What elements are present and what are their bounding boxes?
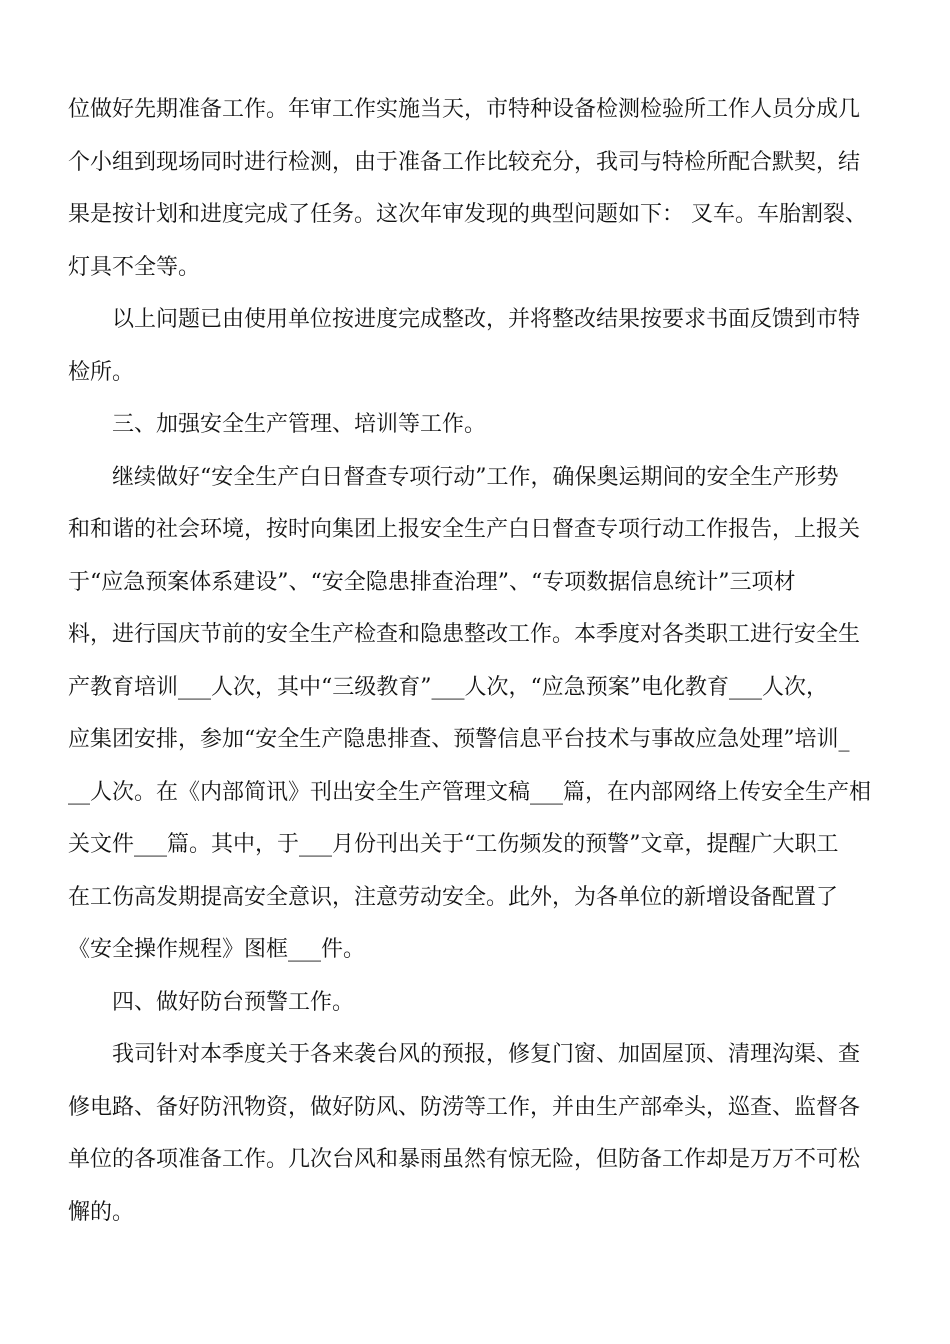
text-line: 果是按计划和进度完成了任务。这次年审发现的典型问题如下： 叉车。车胎割裂、 bbox=[68, 202, 867, 227]
text-line: 修电路、备好防汛物资，做好防风、防涝等工作，并由生产部牵头，巡查、监督各 bbox=[68, 1094, 861, 1120]
paragraph bbox=[68, 88, 886, 298]
text-line: 继续做好“安全生产白日督查专项行动”工作，确保奥运期间的安全生产形势 bbox=[68, 464, 839, 490]
paragraph bbox=[68, 1033, 886, 1243]
text-line: 产教育培训___人次，其中“三级教育”___人次，“应急预案”电化教育___人次， bbox=[68, 674, 828, 700]
text-line: 料，进行国庆节前的安全生产检查和隐患整改工作。本季度对各类职工进行安全生 bbox=[68, 622, 861, 647]
text-line: 灯具不全等。 bbox=[68, 254, 201, 280]
text-line: __人次。在《内部简讯》刊出安全生产管理文稿___篇，在内部网络上传安全生产相 bbox=[68, 779, 872, 805]
text-line: 应集团安排，参加“安全生产隐患排查、预警信息平台技术与事故应急处理”培训_ bbox=[68, 727, 850, 752]
text-line: 《安全操作规程》图框___件。 bbox=[68, 937, 366, 962]
text-line: 关文件___篇。其中，于___月份刊出关于“工伤频发的预警”文章，提醒广大职工 bbox=[68, 832, 839, 857]
text-line: 以上问题已由使用单位按进度完成整改，并将整改结果按要求书面反馈到市特 bbox=[68, 307, 861, 332]
text-line: 四、做好防台预警工作。 bbox=[68, 989, 355, 1015]
text-line: 三、加强安全生产管理、培训等工作。 bbox=[68, 412, 487, 437]
paragraph bbox=[68, 298, 886, 403]
text-line: 检所。 bbox=[68, 359, 135, 385]
text-line: 个小组到现场同时进行检测，由于准备工作比较充分，我司与特检所配合默契，结 bbox=[68, 149, 861, 175]
text-line: 于“应急预案体系建设”、“安全隐患排查治理”、“专项数据信息统计”三项材 bbox=[68, 569, 796, 595]
text-line: 和和谐的社会环境，按时向集团上报安全生产白日督查专项行动工作报告，上报关 bbox=[68, 517, 861, 542]
text-line: 单位的各项准备工作。几次台风和暴雨虽然有惊无险，但防备工作却是万万不可松 bbox=[68, 1147, 861, 1172]
text-line: 懈的。 bbox=[68, 1199, 135, 1225]
paragraph bbox=[68, 456, 886, 981]
text-line: 在工伤高发期提高安全意识，注意劳动安全。此外，为各单位的新增设备配置了 bbox=[68, 884, 839, 910]
text-line: 我司针对本季度关于各来袭台风的预报，修复门窗、加固屋顶、清理沟渠、查 bbox=[68, 1042, 861, 1067]
document-body bbox=[68, 88, 886, 1243]
text-line: 位做好先期准备工作。年审工作实施当天，市特种设备检测检验所工作人员分成几 bbox=[68, 97, 861, 122]
section-heading bbox=[68, 403, 886, 456]
section-heading bbox=[68, 981, 886, 1034]
